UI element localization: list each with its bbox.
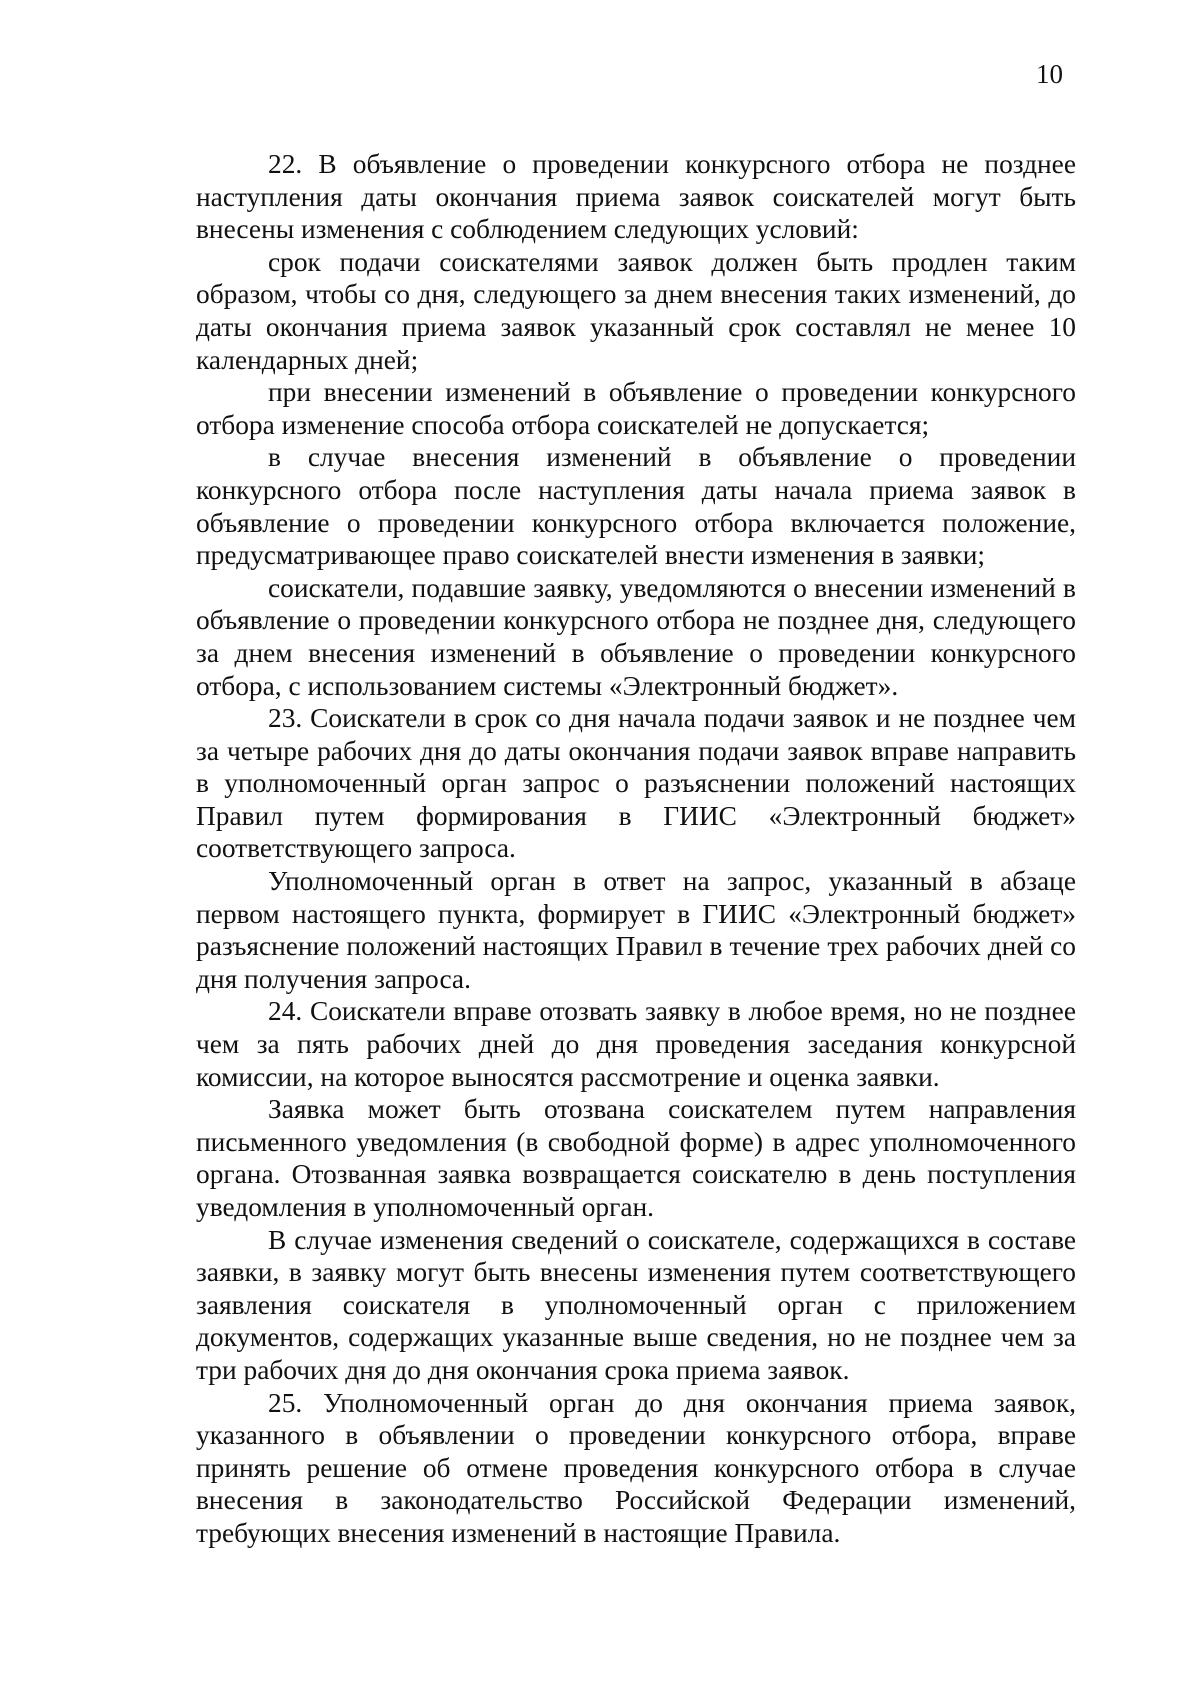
paragraph-24-part-2: Заявка может быть отозвана соискателем путем направления письменного уведомления (в свободной форме) в адрес уполномоченного органа. Отозванная заявка возвращается соискателю в день поступления уведомления в уполномоченный орган.: [196, 1094, 1076, 1222]
paragraph-22-condition-1: срок подачи соискателями заявок должен быть продлен таким образом, чтобы со дня, следующего за днем внесения таких изменений, до даты окончания приема заявок указанный срок составлял не менее 10 календарных дней;: [196, 246, 1076, 375]
paragraph-22-condition-4: соискатели, подавшие заявку, уведомляются о внесении изменений в объявление о проведении конкурсного отбора не позднее дня, следующего за днем внесения изменений в объявление о проведении конкурсного отбора, с использованием системы «Электронный бюджет».: [196, 572, 1076, 701]
paragraph-24: 24. Соискатели вправе отозвать заявку в любое время, но не позднее чем за пять рабочих дней до дня проведения заседания конкурсной комиссии, на которое выносятся рассмотрение и оценка заявки.: [196, 996, 1076, 1092]
paragraph-22-condition-2: при внесении изменений в объявление о проведении конкурсного отбора изменение способа отбора соискателей не допускается;: [196, 377, 1076, 440]
paragraph-23: 23. Соискатели в срок со дня начала подачи заявок и не позднее чем за четыре рабочих дня до даты окончания подачи заявок вправе направить в уполномоченный орган запрос о разъяснении положений настоящих Правил путем формирования в ГИИС «Электронный бюджет» соответствующего запроса.: [196, 703, 1076, 864]
page-number: 10: [1036, 59, 1063, 89]
paragraph-23-part-2: Уполномоченный орган в ответ на запрос, указанный в абзаце первом настоящего пункта, формирует в ГИИС «Электронный бюджет» разъяснение положений настоящих Правил в течение трех рабочих дней со дня получения запроса.: [196, 866, 1076, 994]
paragraph-22: 22. В объявление о проведении конкурсного отбора не позднее наступления даты окончания приема заявок соискателей могут быть внесены изменения с соблюдением следующих условий:: [196, 149, 1076, 245]
paragraph-22-condition-3: в случае внесения изменений в объявление о проведении конкурсного отбора после наступления даты начала приема заявок в объявление о проведении конкурсного отбора включается положение, предусматривающее право соискателей внести изменения в заявки;: [196, 442, 1076, 571]
document-body: [196, 148, 1076, 1550]
paragraph-24-part-3: В случае изменения сведений о соискателе, содержащихся в составе заявки, в заявку могут быть внесены изменения путем соответствующего заявления соискателя в уполномоченный орган с приложением документов, содержащих указанные выше сведения, но не позднее чем за три рабочих дня до дня окончания срока приема заявок.: [196, 1224, 1076, 1385]
paragraph-25: 25. Уполномоченный орган до дня окончания приема заявок, указанного в объявлении о проведении конкурсного отбора, вправе принять решение об отмене проведения конкурсного отбора в случае внесения в законодательство Российской Федерации изменений, требующих внесения изменений в настоящие Правила.: [196, 1387, 1076, 1548]
